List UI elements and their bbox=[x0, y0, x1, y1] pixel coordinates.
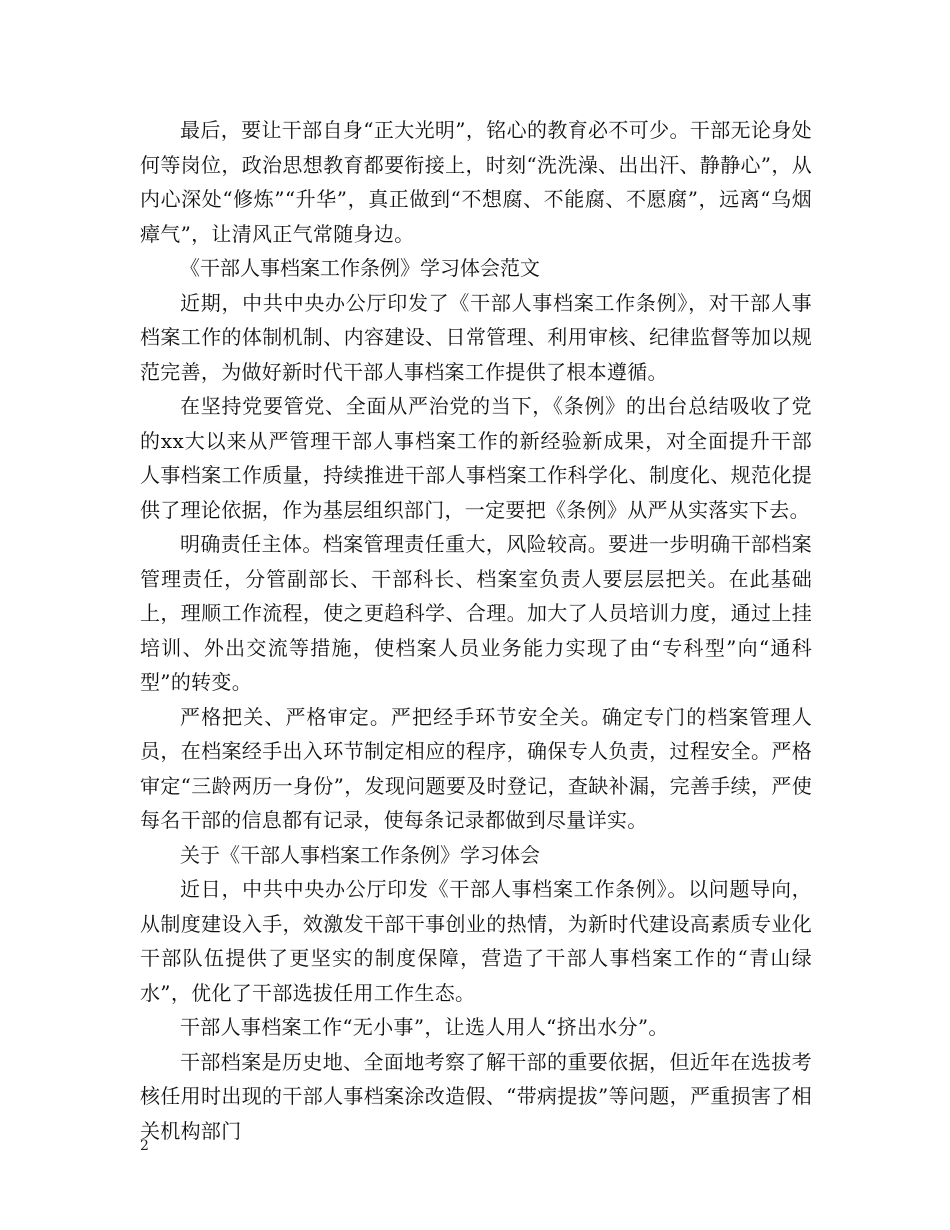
section-title-2: 关于《干部人事档案工作条例》学习体会 bbox=[180, 842, 540, 867]
page-number: 2 bbox=[140, 1138, 149, 1154]
paragraph-responsibility: 明确责任主体。档案管理责任重大，风险较高。要进一步明确干部档案管理责任，分管副部长、干部科长、档案室负责人要层层把关。在此基础上，理顺工作流程，使之更趋科学、合理。加大了人员培训力度，通过上挂培训、外出交流等措施，使档案人员业务能力实现了由“专科型”向“通科型”的转变。 bbox=[140, 532, 812, 694]
paragraph-conclusion: 最后，要让干部自身“正大光明”，铭心的教育必不可少。干部无论身处何等岗位，政治思想教育都要衔接上，时刻“洗洗澡、出出汗、静静心”，从内心深处“修炼”“升华”，真正做到“不想腐、不能腐、不愿腐”，远离“乌烟瘴气”，让清风正气常随身边。 bbox=[140, 118, 812, 246]
document-body bbox=[140, 113, 812, 1148]
paragraph-subheading: 干部人事档案工作“无小事”，让选人用人“挤出水分”。 bbox=[180, 1015, 669, 1039]
paragraph-review: 严格把关、严格审定。严把经手环节安全关。确定专门的档案管理人员，在档案经手出入环节制定相应的程序，确保专人负责，过程安全。严格审定“三龄两历一身份”，发现问题要及时登记，查缺补漏，完善手续，严使每名干部的信息都有记录，使每条记录都做到尽量详实。 bbox=[140, 704, 812, 832]
paragraph-archive: 干部档案是历史地、全面地考察了解干部的重要依据，但近年在选拔考核任用时出现的干部人事档案涂改造假、“带病提拔”等问题，严重损害了相关机构部门 bbox=[140, 1049, 812, 1143]
paragraph-context: 在坚持党要管党、全面从严治党的当下，《条例》的出台总结吸收了党的xx大以来从严管理干部人事档案工作的新经验新成果，对全面提升干部人事档案工作质量，持续推进干部人事档案工作科学化、制度化、规范化提供了理论依据，作为基层组织部门，一定要把《条例》从严从实落实下去。 bbox=[140, 394, 812, 522]
section-title-1: 《干部人事档案工作条例》学习体会范文 bbox=[180, 256, 540, 280]
paragraph-intro: 近期，中共中央办公厅印发了《干部人事档案工作条例》，对干部人事档案工作的体制机制、内容建设、日常管理、利用审核、纪律监督等加以规范完善，为做好新时代干部人事档案工作提供了根本遵循。 bbox=[140, 290, 812, 384]
paragraph-recent: 近日，中共中央办公厅印发《干部人事档案工作条例》。以问题导向，从制度建设入手，效激发干部干事创业的热情，为新时代建设高素质专业化干部队伍提供了更坚实的制度保障，营造了干部人事档案工作的“青山绿水”，优化了干部选拔任用工作生态。 bbox=[140, 877, 812, 1005]
